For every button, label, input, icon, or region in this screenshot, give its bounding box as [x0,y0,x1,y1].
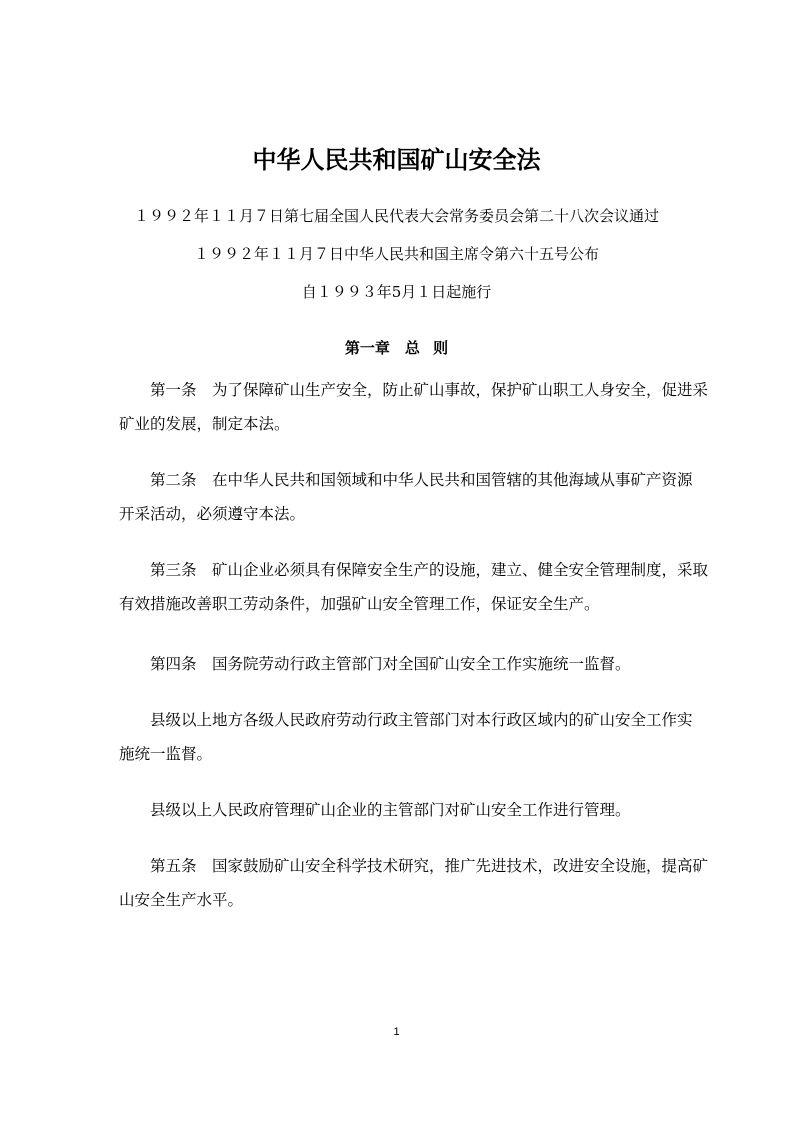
paragraph-line: 县级以上地方各级人民政府劳动行政主管部门对本行政区域内的矿山安全工作实 [150,711,693,729]
promulgation-note: １９９２年１１月７日中华人民共和国主席令第六十五号公布 [193,245,599,263]
chapter-heading: 第一章 总 则 [344,339,449,357]
paragraph-line: 第一条 为了保障矿山生产安全，防止矿山事故，保护矿山职工人身安全，促进采 [150,381,709,399]
page-number: 1 [393,1026,400,1038]
article-4-clause-2 [119,703,693,771]
document-title: 中华人民共和国矿山安全法 [252,146,541,174]
paragraph-line: 县级以上人民政府管理矿山企业的主管部门对矿山安全工作进行管理。 [150,801,631,819]
article-3 [119,553,709,621]
paragraph-line: 施统一监督。 [119,745,213,763]
article-4-clause-3 [119,793,673,827]
adoption-note: １９９２年１１月７日第七届全国人民代表大会常务委员会第二十八次会议通过 [133,207,659,225]
paragraph-line: 矿业的发展，制定本法。 [119,415,290,433]
document-body [119,373,709,939]
paragraph-line: 第四条 国务院劳动行政主管部门对全国矿山安全工作实施统一监督。 [150,655,631,673]
article-2 [119,463,693,531]
effective-date-note: 自１９９３年5月１日起施行 [301,283,492,301]
paragraph-line: 第二条 在中华人民共和国领域和中华人民共和国管辖的其他海域从事矿产资源 [150,471,693,489]
article-5 [119,849,709,917]
paragraph-line: 第三条 矿山企业必须具有保障安全生产的设施，建立、健全安全管理制度，采取 [150,561,709,579]
paragraph-line: 山安全生产水平。 [119,891,244,909]
article-4 [119,647,673,681]
paragraph-line: 第五条 国家鼓励矿山安全科学技术研究，推广先进技术，改进安全设施，提高矿 [150,857,709,875]
article-1 [119,373,709,441]
paragraph-line: 有效措施改善职工劳动条件，加强矿山安全管理工作，保证安全生产。 [119,595,600,613]
paragraph-line: 开采活动，必须遵守本法。 [119,505,306,523]
